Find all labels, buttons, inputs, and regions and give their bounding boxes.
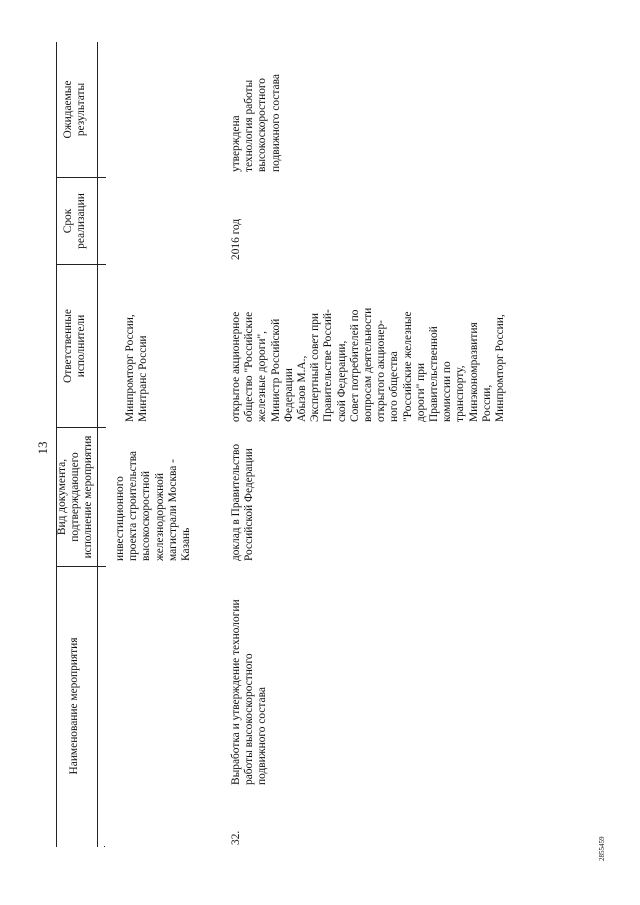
row-32-doc-type: доклад в Правительство Российской Федерации bbox=[230, 443, 256, 561]
header-name: Наименование мероприятия bbox=[68, 637, 80, 775]
header-results: Ожидаемые результаты bbox=[62, 80, 88, 139]
row-32-name: Выработка и утверждение технологии работы высокоскоростного подвижного состава bbox=[230, 599, 269, 785]
page-number: 13 bbox=[35, 441, 50, 455]
header-term: Срок реализации bbox=[62, 193, 88, 249]
table-header-rule bbox=[97, 42, 98, 847]
continuation-executors: Минпромторг России, Минтранс России bbox=[124, 314, 150, 422]
header-executors: Ответственные исполнители bbox=[62, 309, 88, 383]
row-32-term: 2016 год bbox=[230, 218, 242, 260]
document-id: 2855459 bbox=[598, 836, 606, 861]
header-doc-type: Вид документа, подтверждающего исполнение мероприятия bbox=[56, 435, 95, 559]
continuation-doc-type: инвестиционного проекта строительства высокоскоростной железнодорожной магистрали Москва - Казань bbox=[114, 451, 193, 561]
row-32-results: утверждена технология работы высокоскоростного подвижного состава bbox=[230, 74, 282, 172]
table-left-tick bbox=[104, 846, 105, 847]
row-32-number: 32. bbox=[230, 830, 242, 845]
row-32-executors: открытое акционерное общество "Российские железные дороги", Министр Российской Федерации Абызов М.А., Экспертный совет при Правительстве Россий- ской Федерации, Совет потребителей по вопросам деятельности открытого акционер- ного общества "Российские железные дороги" при Правительственной комиссии по транспорту, Минэкономразвития России, Минпромторг России, bbox=[230, 307, 507, 422]
